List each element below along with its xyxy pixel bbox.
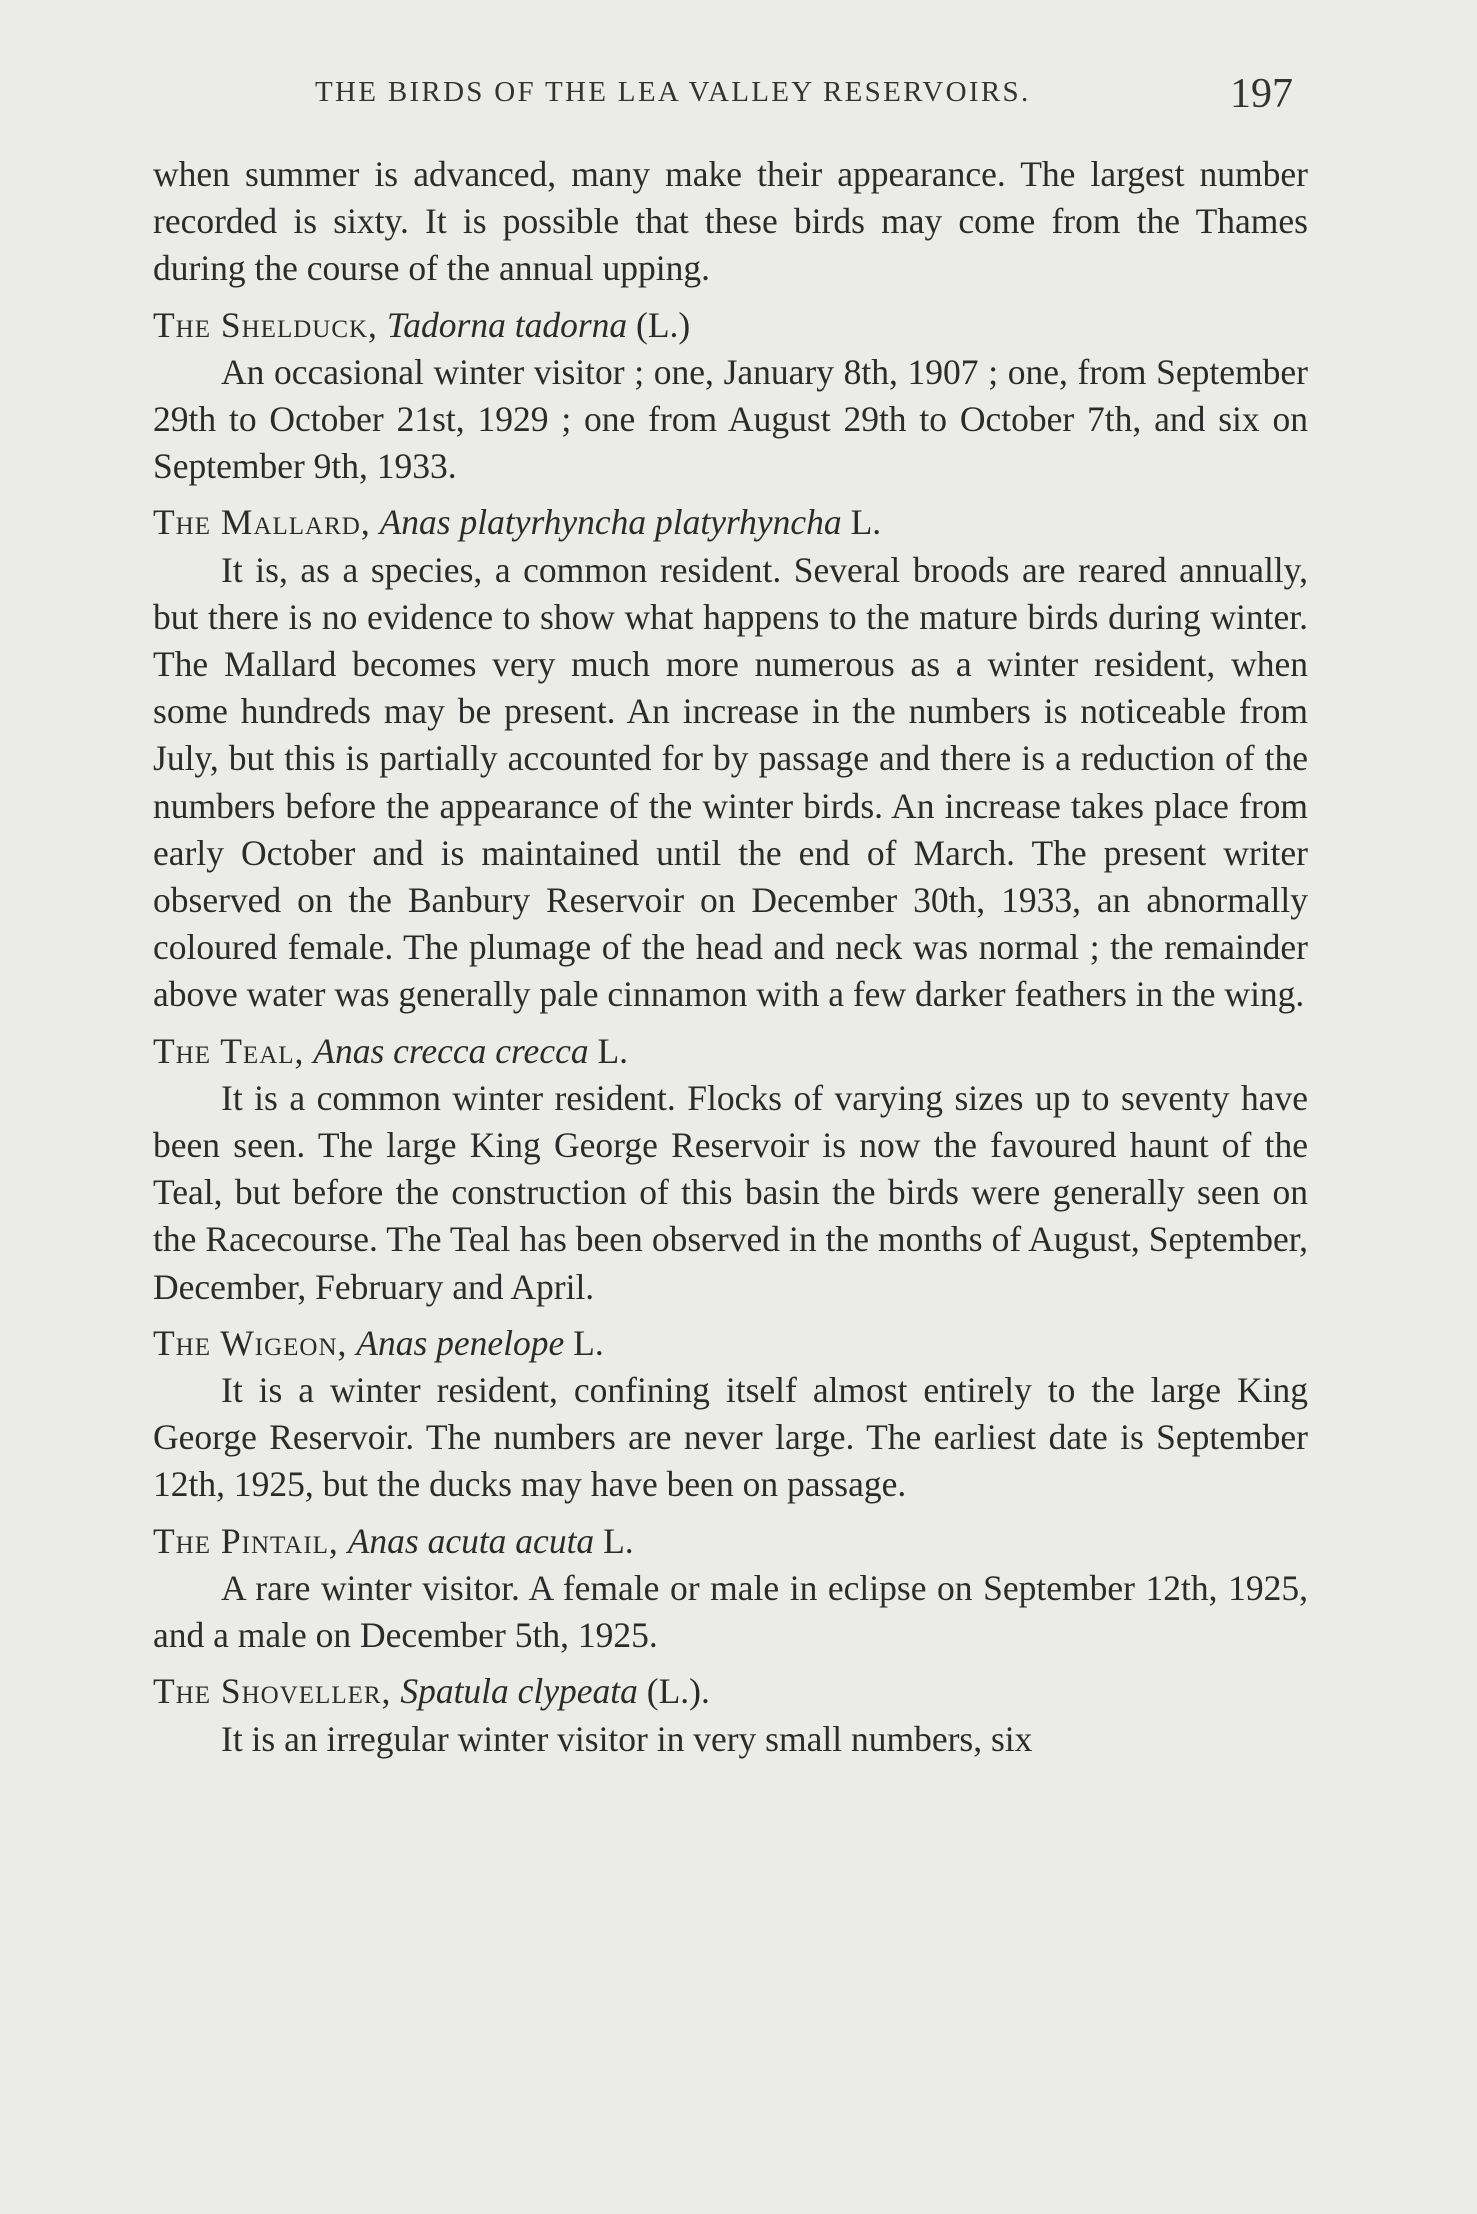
species-text-wigeon: It is a winter resident, confining itself almost entirely to the large King George Reservoir. The numbers are never large. The earliest date is September 12th, 1925, but the ducks may have been on passage.	[153, 1370, 1308, 1505]
authority: L.	[597, 1030, 629, 1071]
common-name: The Shelduck,	[153, 304, 378, 345]
authority: (L.).	[646, 1671, 710, 1712]
species-heading-shelduck	[153, 302, 1308, 349]
page-number: 197	[1230, 71, 1293, 117]
latin-name: Anas penelope	[356, 1322, 565, 1363]
latin-name: Anas crecca crecca	[313, 1030, 589, 1071]
common-name: The Shoveller,	[153, 1671, 392, 1712]
latin-name: Spatula clypeata	[400, 1671, 638, 1712]
running-head: THE BIRDS OF THE LEA VALLEY RESERVOIRS.	[315, 76, 1031, 108]
species-heading-mallard	[153, 499, 1308, 546]
authority: L.	[850, 502, 882, 543]
species-heading-shoveller	[153, 1668, 1308, 1715]
species-heading-pintail	[153, 1518, 1308, 1565]
common-name: The Wigeon,	[153, 1322, 348, 1363]
species-text-shoveller: It is an irregular winter visitor in very small numbers, six	[221, 1718, 1033, 1759]
authority: L.	[573, 1322, 604, 1363]
species-text-mallard: It is, as a species, a common resident. Several broods are reared annually, but there is no evidence to show what happens to the mature birds during winter. The Mallard becomes very much more numerous as a winter resident, when some hundreds may be present. An increase in the numbers is noticeable from July, but this is partially accounted for by passage and there is a reduction of the numbers before the appearance of the winter birds. An increase takes place from early October and is maintained until the end of March. The present writer observed on the Banbury Reservoir on December 30th, 1933, an abnormally coloured female. The plumage of the head and neck was normal ; the remainder above water was generally pale cinnamon with a few darker feathers in the wing.	[153, 549, 1308, 1015]
latin-name: Tadorna tadorna	[386, 304, 628, 345]
species-heading-wigeon	[153, 1320, 1308, 1367]
species-text-pintail: A rare winter visitor. A female or male in eclipse on September 12th, 1925, and a male on December 5th, 1925.	[153, 1567, 1308, 1656]
species-text-shelduck: An occasional winter visitor ; one, January 8th, 1907 ; one, from September 29th to October 21st, 1929 ; one from August 29th to October 7th, and six on September 9th, 1933.	[153, 351, 1308, 487]
intro-paragraph: when summer is advanced, many make their appearance. The largest number recorded is sixty. It is possible that these birds may come from the Thames during the course of the annual upping.	[153, 154, 1308, 289]
common-name: The Mallard,	[153, 502, 371, 543]
common-name: The Teal,	[153, 1030, 305, 1071]
latin-name: Anas acuta acuta	[347, 1520, 595, 1561]
authority: (L.)	[636, 304, 691, 345]
species-heading-teal	[153, 1028, 1308, 1075]
authority: L.	[603, 1520, 634, 1561]
species-text-teal: It is a common winter resident. Flocks of varying sizes up to seventy have been seen. The large King George Reservoir is now the favoured haunt of the Teal, but before the construction of this basin the birds were generally seen on the Racecourse. The Teal has been observed in the months of August, September, December, February and April.	[153, 1077, 1308, 1307]
page-body	[153, 151, 1308, 1763]
page-header	[315, 71, 1315, 126]
common-name: The Pintail,	[153, 1520, 339, 1561]
latin-name: Anas platyrhyncha platyrhyncha	[379, 502, 842, 543]
